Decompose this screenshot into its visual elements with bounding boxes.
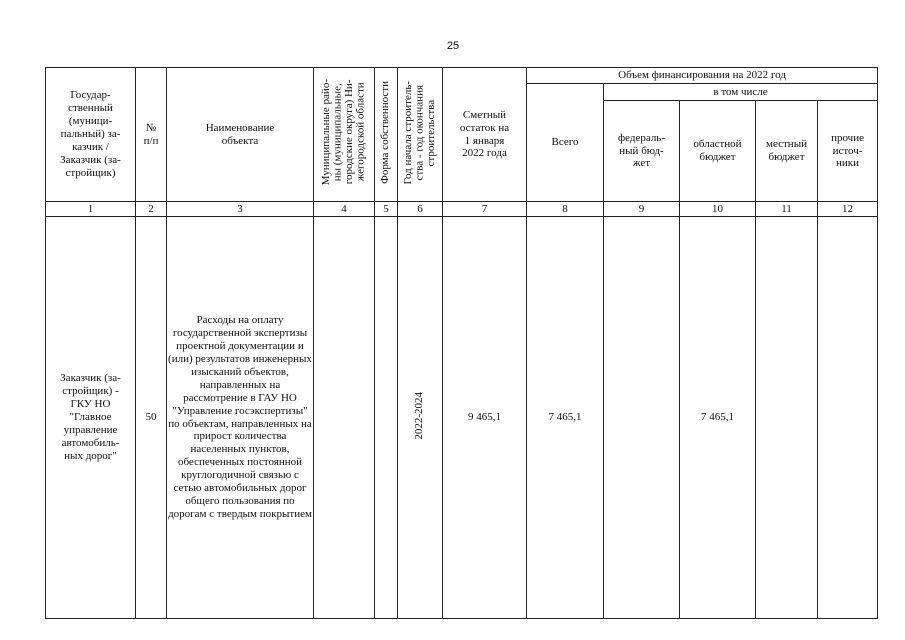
column-number: 2 xyxy=(136,202,167,217)
header-other: прочие источ- ники xyxy=(818,101,878,202)
column-number: 7 xyxy=(443,202,527,217)
row-remainder: 9 465,1 xyxy=(443,217,527,619)
row-regional: 7 465,1 xyxy=(680,217,756,619)
row-total: 7 465,1 xyxy=(527,217,604,619)
header-years-cell xyxy=(398,68,443,202)
table-row xyxy=(46,217,878,619)
row-years: 2022-2024 xyxy=(413,391,426,440)
header-including: в том числе xyxy=(604,84,878,101)
financing-table xyxy=(45,67,878,619)
header-customer: Государ- ственный (муници- пальный) за- казчик / Заказчик (за- стройщик) xyxy=(46,68,136,202)
header-years: Год начала строитель- ства - год окончания строительства xyxy=(401,80,437,185)
header-name: Наименование объекта xyxy=(167,68,314,202)
row-local xyxy=(756,217,818,619)
header-total: Всего xyxy=(527,84,604,202)
header-local: местный бюджет xyxy=(756,101,818,202)
column-number: 12 xyxy=(818,202,878,217)
column-number: 11 xyxy=(756,202,818,217)
column-number: 3 xyxy=(167,202,314,217)
header-municipal-cell xyxy=(314,68,375,202)
column-number: 8 xyxy=(527,202,604,217)
column-number: 5 xyxy=(375,202,398,217)
header-regional: областной бюджет xyxy=(680,101,756,202)
header-financing: Объем финансирования на 2022 год xyxy=(527,68,878,84)
header-municipal: Муниципальные райо- ны (муниципальные, городские округа) Ни- жегородской области xyxy=(319,79,367,186)
header-federal: федераль- ный бюд- жет xyxy=(604,101,680,202)
row-customer: Заказчик (за- стройщик) - ГКУ НО "Главное управление автомобиль- ных дорог" xyxy=(46,217,136,619)
row-description: Расходы на оплату государственной экспертизы проектной документации и (или) результатов инженерных изысканий объектов, направленных на рассмотрение в ГАУ НО "Управление госэкспертизы" по объектам, направленных на прирост количества населенных пунктов, обеспеченных постоянной круглогодичной связью с сетью автомобильных дорог общего пользования по дорогам с твердым покрытием xyxy=(167,217,314,619)
row-years-cell xyxy=(398,217,443,619)
header-ownership-cell xyxy=(375,68,398,202)
column-number: 10 xyxy=(680,202,756,217)
header-remainder: Сметный остаток на 1 января 2022 года xyxy=(443,68,527,202)
row-municipal xyxy=(314,217,375,619)
row-federal xyxy=(604,217,680,619)
header-num: № п/п xyxy=(136,68,167,202)
header-ownership: Форма собственности xyxy=(379,81,392,184)
column-number: 1 xyxy=(46,202,136,217)
column-number-row xyxy=(46,202,878,217)
column-number: 9 xyxy=(604,202,680,217)
column-number: 4 xyxy=(314,202,375,217)
row-ownership xyxy=(375,217,398,619)
column-number: 6 xyxy=(398,202,443,217)
page-number: 25 xyxy=(446,40,460,52)
row-num: 50 xyxy=(136,217,167,619)
row-other xyxy=(818,217,878,619)
